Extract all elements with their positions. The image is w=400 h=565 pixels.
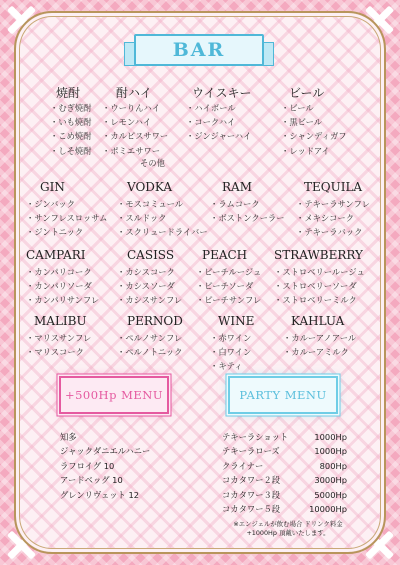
drink-item: ・ ペルノサンフレ <box>117 331 182 345</box>
drink-item: ・ シャンディガフ <box>281 129 347 143</box>
party-item-name: コカタワー５段 <box>222 504 281 515</box>
category-title: PERNOD <box>127 314 183 328</box>
category-title: KAHLUA <box>291 314 345 328</box>
party-item-name: クライナー <box>222 460 264 471</box>
party-item-name: テキーラショット <box>222 432 289 442</box>
category-title: 酎ハイ <box>116 86 153 100</box>
category-title: TEQUILA <box>304 180 363 194</box>
drink-item: ・ ラムコーク <box>210 197 285 211</box>
premium-drink-item: グレンリヴェット 12 <box>60 489 140 500</box>
category-title: CASISS <box>127 248 175 262</box>
category-title: PEACH <box>202 248 248 262</box>
drink-item: ・ ストロベリーミルク <box>274 293 365 307</box>
drink-item: ・ いも焼酎 <box>50 115 92 129</box>
drink-item: ・ ポミエサワー <box>102 144 168 158</box>
party-item-name: コカタワー２段 <box>222 475 281 486</box>
other-label: その他 <box>140 158 165 168</box>
drink-item: ・ ペルノトニック <box>117 345 182 359</box>
drink-item: ・ ビール <box>281 101 347 115</box>
drink-item: ・ ストロベリールージュ <box>274 265 365 279</box>
drink-item: ・ レモンハイ <box>102 115 168 129</box>
party-menu-list <box>222 430 347 516</box>
category-title: ウイスキー <box>192 86 252 100</box>
party-item-price: 5000Hp <box>314 489 347 500</box>
drink-item: ・ カンパリサンフレ <box>26 293 99 307</box>
drink-item: ・ レッドアイ <box>281 144 347 158</box>
drink-item: ・ カルピスサワー <box>102 129 168 143</box>
party-item-price: 10000Hp <box>309 504 347 515</box>
drink-item: ・ カシスコーク <box>117 265 182 279</box>
drink-item: ・ ピーチソーダ <box>196 279 261 293</box>
party-item-price: 800Hp <box>319 460 347 471</box>
angel-drink-note: ※エンジェルが飲む場合 ドリンク料金 +1000Hp 頂戴いたします。 <box>233 520 343 537</box>
drink-item: ・ ジンバック <box>26 197 107 211</box>
party-item-price: 3000Hp <box>314 475 347 486</box>
category-title: STRAWBERRY <box>274 248 363 262</box>
drink-item: ・ ストロベリーソーダ <box>274 279 365 293</box>
drink-item: ・ テキーラバック <box>296 225 370 239</box>
category-title: 焼酎 <box>56 86 81 100</box>
drink-item: ・ ピーチルージュ <box>196 265 261 279</box>
drink-item: ・ モスコミュール <box>117 197 208 211</box>
category-title: CAMPARI <box>26 248 86 262</box>
drink-item: ・ コークハイ <box>186 115 251 129</box>
party-item <box>222 473 347 487</box>
category-title: RAM <box>222 180 252 194</box>
category-title: GIN <box>40 180 65 194</box>
drink-item: ・ しそ焼酎 <box>50 144 92 158</box>
drink-item: ・ カンパリコーク <box>26 265 99 279</box>
drink-item: ・ ジントニック <box>26 225 107 239</box>
hp500-menu-button[interactable]: +500Hp MENU <box>59 376 169 414</box>
drink-item: ・ スルドック <box>117 211 208 225</box>
drink-item: ・ カシスソーダ <box>117 279 182 293</box>
drink-item: ・ キティ <box>210 359 251 373</box>
category-title: MALIBU <box>34 314 87 328</box>
drink-item: ・ ハイボール <box>186 101 251 115</box>
drink-item: ・ こめ焼酎 <box>50 129 92 143</box>
drink-item: ・ ウーりんハイ <box>102 101 168 115</box>
drink-item: ・ ボストンクーラー <box>210 211 285 225</box>
drink-item: ・ テキーラサンフレ <box>296 197 370 211</box>
drink-item: ・ カルーアノアール <box>283 331 356 345</box>
drink-item: ・ ジンジャーハイ <box>186 129 251 143</box>
category-title: ビール <box>289 86 325 100</box>
drink-item: ・ マリスサンフレ <box>26 331 91 345</box>
drink-item: ・ 赤ワイン <box>210 331 251 345</box>
drink-item: ・ メキシコーク <box>296 211 370 225</box>
drink-item: ・ むぎ焼酎 <box>50 101 92 115</box>
party-menu-button[interactable]: PARTY MENU <box>228 376 338 414</box>
drink-item: ・ マリスコーク <box>26 345 91 359</box>
hp500-menu-list <box>60 430 150 502</box>
drink-item: ・ 黒ビール <box>281 115 347 129</box>
party-item-price: 1000Hp <box>314 432 347 442</box>
premium-drink-item: アードベッグ 10 <box>60 475 123 486</box>
party-item-name: コカタワー３段 <box>222 489 281 500</box>
premium-drink-item: ジャックダニエルハニー <box>60 446 151 457</box>
drink-item: ・ カルーアミルク <box>283 345 356 359</box>
party-item <box>222 430 347 444</box>
page-title: BAR <box>172 39 226 61</box>
party-item <box>222 488 347 502</box>
drink-item: ・ スクリュードライバー <box>117 225 208 239</box>
drink-item: ・ ピーチサンフレ <box>196 293 261 307</box>
category-title: WINE <box>218 314 255 328</box>
category-title: VODKA <box>127 180 173 194</box>
party-item <box>222 459 347 473</box>
title-banner <box>124 34 274 68</box>
party-item <box>222 502 347 516</box>
party-item-name: テキーラローズ <box>222 446 280 457</box>
premium-drink-item: ラフロイグ 10 <box>60 460 115 471</box>
drink-item: ・ 白ワイン <box>210 345 251 359</box>
party-item-price: 1000Hp <box>314 446 347 457</box>
drink-item: ・ サンフレスロッサム <box>26 211 107 225</box>
drink-item: ・ カシスサンフレ <box>117 293 182 307</box>
premium-drink-item: 知多 <box>60 432 77 442</box>
drink-item: ・ カンパリソーダ <box>26 279 99 293</box>
party-item <box>222 444 347 458</box>
